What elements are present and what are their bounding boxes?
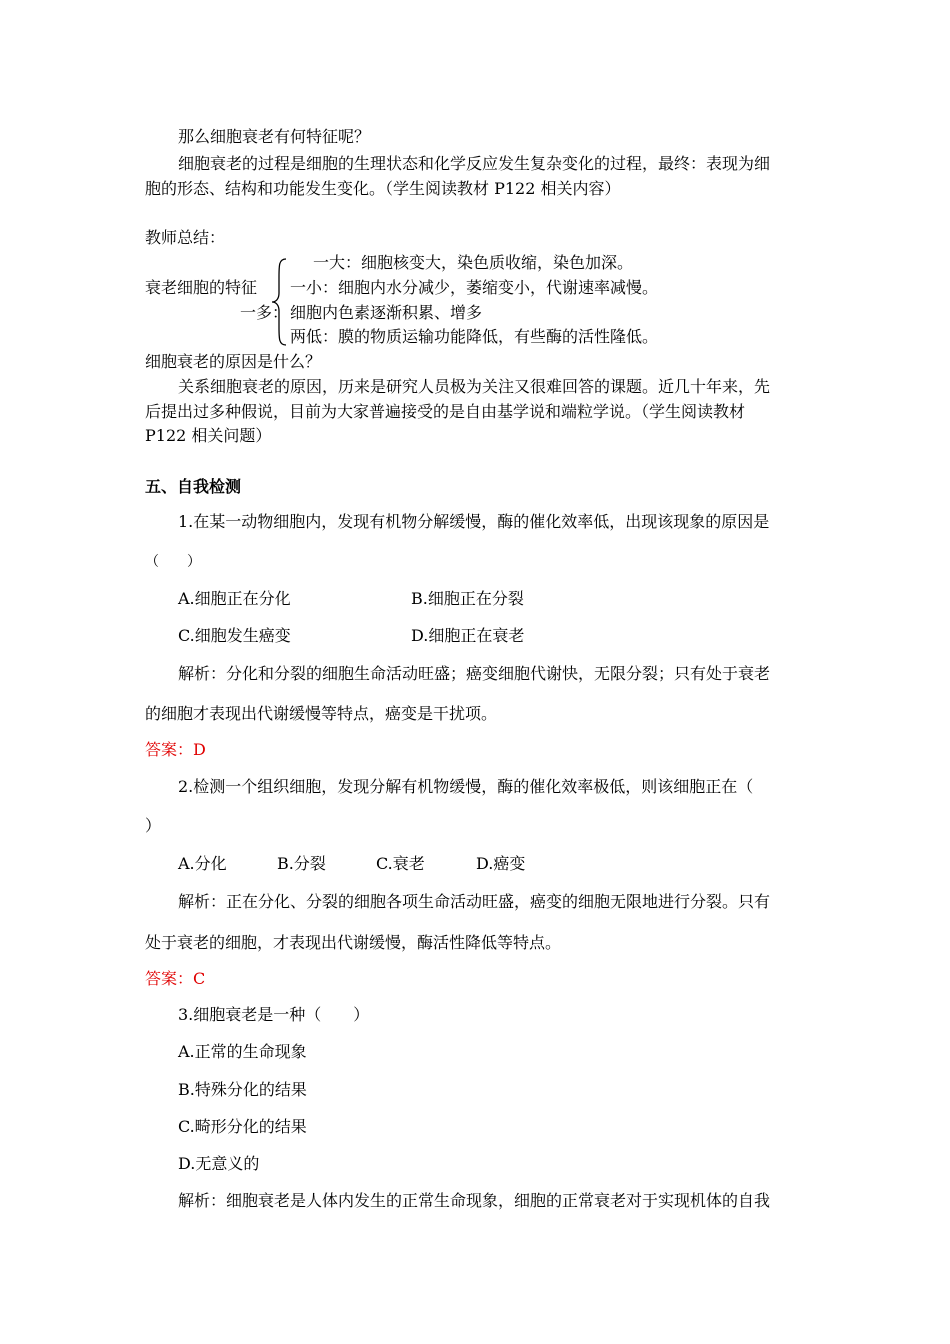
features-label: 衰老细胞的特征 — [145, 278, 258, 297]
q2-option-b: B.分裂 — [277, 854, 326, 873]
q3-option-a: A.正常的生命现象 — [178, 1042, 307, 1061]
q3-option-b: B.特殊分化的结果 — [178, 1080, 307, 1099]
q1-answer: 答案：D — [145, 740, 206, 759]
q2-answer: 答案：C — [145, 969, 206, 988]
intro-question: 那么细胞衰老有何特征呢？ — [178, 127, 371, 146]
cause-paragraph-line: P122 相关问题） — [145, 426, 272, 445]
q1-analysis: 的细胞才表现出代谢缓慢等特点，癌变是干扰项。 — [145, 704, 498, 723]
q3-option-d: D.无意义的 — [178, 1154, 260, 1173]
feature-item-small: 一小：细胞内水分减少，萎缩变小，代谢速率减慢。 — [290, 278, 659, 297]
q3-stem: 3.细胞衰老是一种（ ） — [178, 1005, 370, 1024]
q1-option-d: D.细胞正在衰老 — [411, 626, 525, 645]
summary-heading: 教师总结： — [145, 228, 226, 247]
q3-option-c: C.畸形分化的结果 — [178, 1117, 307, 1136]
q2-stem-paren: ） — [145, 816, 162, 835]
feature-item-more-prefix: 一多： — [240, 303, 289, 322]
feature-item-big: 一大：细胞核变大，染色质收缩，染色加深。 — [313, 253, 634, 272]
intro-paragraph-line: 胞的形态、结构和功能发生变化。（学生阅读教材 P122 相关内容） — [145, 179, 621, 198]
intro-paragraph-line: 细胞衰老的过程是细胞的生理状态和化学反应发生复杂变化的过程，最终：表现为细 — [178, 154, 771, 173]
q2-analysis: 处于衰老的细胞，才表现出代谢缓慢，酶活性降低等特点。 — [145, 933, 562, 952]
q1-option-a: A.细胞正在分化 — [178, 589, 291, 608]
q1-stem: 1.在某一动物细胞内，发现有机物分解缓慢，酶的催化效率低，出现该现象的原因是 — [178, 512, 770, 531]
q2-option-c: C.衰老 — [376, 854, 425, 873]
cause-paragraph-line: 关系细胞衰老的原因，历来是研究人员极为关注又很难回答的课题。近几十年来，先 — [178, 377, 771, 396]
q2-analysis: 解析：正在分化、分裂的细胞各项生命活动旺盛，癌变的细胞无限地进行分裂。只有 — [178, 892, 771, 911]
cause-question: 细胞衰老的原因是什么？ — [145, 352, 322, 371]
q1-analysis: 解析：分化和分裂的细胞生命活动旺盛；癌变细胞代谢快，无限分裂；只有处于衰老 — [178, 664, 771, 683]
q2-option-d: D.癌变 — [476, 854, 526, 873]
feature-item-two: 两低：膜的物质运输功能降低，有些酶的活性隆低。 — [290, 327, 659, 346]
q1-stem-paren: （ ） — [145, 554, 201, 570]
q2-stem: 2.检测一个组织细胞，发现分解有机物缓慢，酶的催化效率极低，则该细胞正在（ — [178, 777, 754, 796]
q1-option-b: B.细胞正在分裂 — [411, 589, 524, 608]
section-title: 五、自我检测 — [145, 477, 242, 496]
feature-item-more: 细胞内色素逐渐积累、增多 — [290, 303, 483, 322]
q1-option-c: C.细胞发生癌变 — [178, 626, 291, 645]
cause-paragraph-line: 后提出过多种假说，目前为大家普遍接受的是自由基学说和端粒学说。（学生阅读教材 — [145, 402, 746, 421]
q2-option-a: A.分化 — [178, 854, 227, 873]
q3-analysis: 解析：细胞衰老是人体内发生的正常生命现象，细胞的正常衰老对于实现机体的自我 — [178, 1191, 771, 1210]
